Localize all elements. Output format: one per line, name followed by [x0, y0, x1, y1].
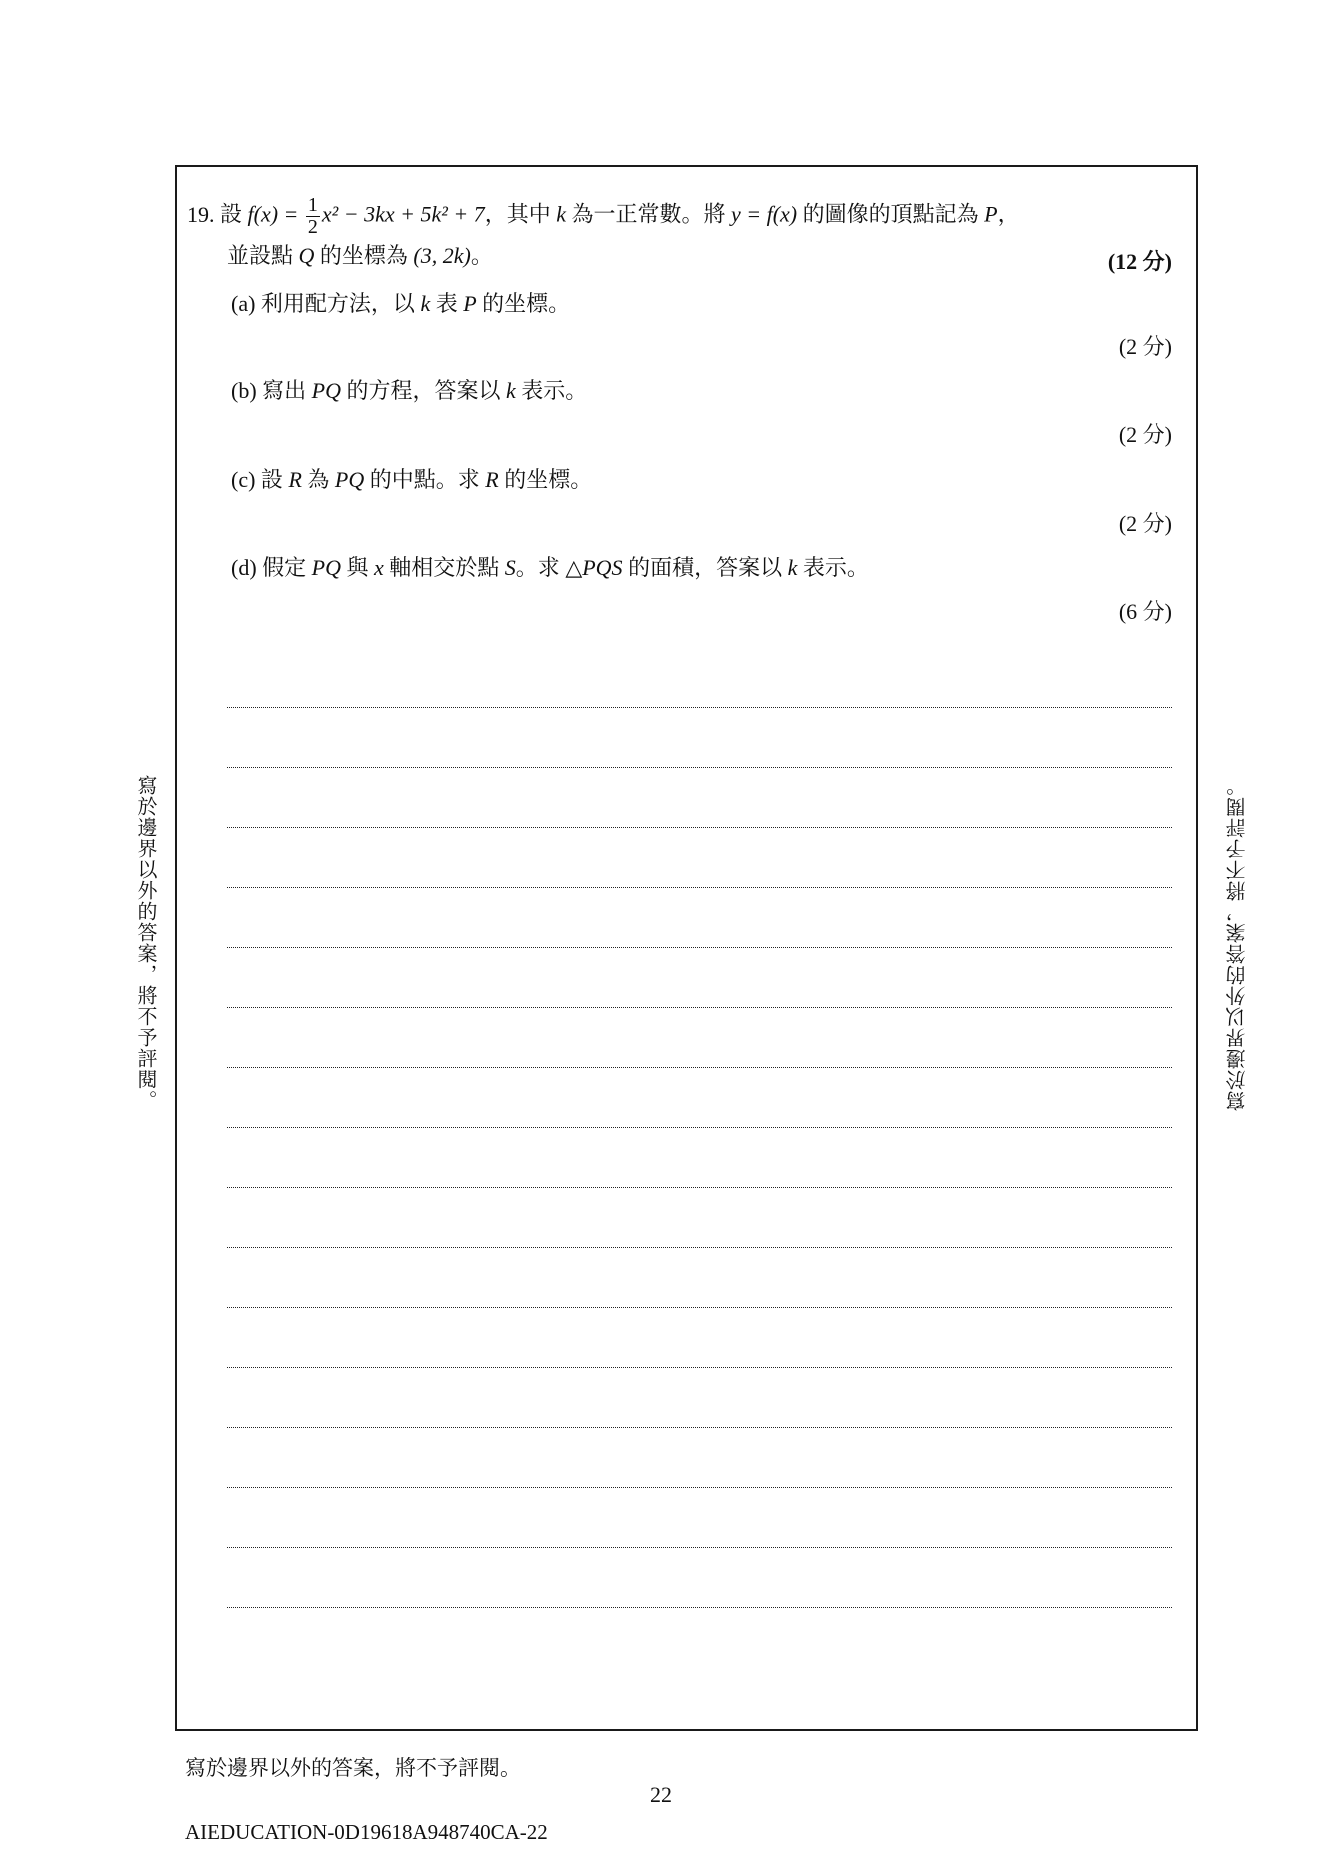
- question-stem-line-1: [187, 195, 1020, 238]
- answer-line[interactable]: [227, 1067, 1172, 1068]
- math-variable: k: [420, 291, 431, 316]
- total-marks: (12 分): [1107, 249, 1172, 274]
- line2-mid: 的坐標為: [319, 243, 408, 268]
- part-text: 與: [346, 555, 369, 580]
- part-d-marks: (6 分): [1118, 599, 1172, 624]
- part-label: (a): [231, 291, 256, 316]
- part-label: (d): [231, 555, 257, 580]
- function-lhs: f(x) =: [247, 201, 299, 227]
- part-d: [231, 551, 869, 582]
- paper-code: AIEDUCATION-0D19618A948740CA-22: [185, 1820, 548, 1844]
- stem-end: ，: [997, 201, 1020, 227]
- stem-prefix: 設: [220, 201, 243, 227]
- math-variable: P: [463, 291, 477, 316]
- answer-box: [175, 165, 1198, 1731]
- constant-variable: k: [556, 201, 566, 227]
- fraction: [306, 195, 320, 238]
- line2-prefix: 並設點: [227, 243, 294, 268]
- question-stem-line-2: [227, 245, 493, 267]
- part-text: 的中點。求: [369, 467, 480, 492]
- answer-line[interactable]: [227, 1127, 1172, 1128]
- math-variable: R: [288, 467, 302, 492]
- math-variable: PQ: [334, 467, 365, 492]
- part-text: 的坐標。: [504, 467, 593, 492]
- part-text: 的方程，答案以: [346, 378, 501, 403]
- part-a-marks: (2 分): [1118, 334, 1172, 359]
- right-margin-note: 寫於邊界以外的答案，將不予評閱。: [1225, 775, 1249, 1111]
- answer-line[interactable]: [227, 767, 1172, 768]
- answer-line[interactable]: [227, 1307, 1172, 1308]
- part-text: 軸相交於點: [389, 555, 500, 580]
- answer-line[interactable]: [227, 1547, 1172, 1548]
- answer-line[interactable]: [227, 827, 1172, 828]
- answer-line[interactable]: [227, 1427, 1172, 1428]
- part-text: 設: [260, 467, 283, 492]
- fraction-numerator: 1: [307, 194, 318, 216]
- graph-equation: y = f(x): [730, 201, 798, 227]
- part-text: 的坐標。: [482, 291, 571, 316]
- part-c-marks: (2 分): [1118, 511, 1172, 536]
- answer-line[interactable]: [227, 1487, 1172, 1488]
- part-a: [231, 287, 570, 318]
- answer-line[interactable]: [227, 947, 1172, 948]
- math-variable: R: [485, 467, 499, 492]
- stem-suffix-a: ，其中: [484, 201, 551, 227]
- answer-line[interactable]: [227, 1007, 1172, 1008]
- part-label: (b): [231, 378, 257, 403]
- part-text: 的面積，答案以: [628, 555, 783, 580]
- part-text: 。求: [515, 555, 560, 580]
- math-variable: △PQS: [565, 555, 623, 580]
- part-text: 為: [307, 467, 330, 492]
- part-text: 表: [435, 291, 458, 316]
- math-variable: PQ: [311, 555, 341, 580]
- q-coordinates: (3, 2k): [413, 243, 471, 268]
- answer-line[interactable]: [227, 1247, 1172, 1248]
- answer-line[interactable]: [227, 1367, 1172, 1368]
- math-variable: k: [506, 378, 516, 403]
- left-margin-note: 寫於邊界以外的答案，將不予評閱。: [134, 775, 158, 1111]
- function-rhs: x² − 3kx + 5k² + 7: [321, 201, 485, 227]
- bottom-margin-note: 寫於邊界以外的答案，將不予評閱。: [185, 1756, 521, 1780]
- math-variable: PQ: [311, 378, 341, 403]
- question-number: 19.: [187, 201, 215, 227]
- answer-line[interactable]: [227, 1607, 1172, 1608]
- answer-line[interactable]: [227, 887, 1172, 888]
- math-variable: k: [787, 555, 798, 580]
- math-variable: S: [504, 555, 516, 580]
- part-text: 寫出: [262, 378, 307, 403]
- math-variable: x: [374, 555, 384, 580]
- fraction-denominator: 2: [307, 216, 318, 238]
- page-number: 22: [650, 1782, 672, 1807]
- part-text: 假定: [262, 555, 307, 580]
- part-text: 表示。: [521, 378, 588, 403]
- part-label: (c): [231, 467, 256, 492]
- stem-suffix-b: 為一正常數。將: [571, 201, 726, 227]
- part-c: [231, 463, 592, 494]
- part-b: [231, 374, 587, 405]
- part-b-marks: (2 分): [1118, 422, 1172, 447]
- point-q-label: Q: [298, 243, 315, 268]
- line2-end: 。: [470, 243, 493, 268]
- answer-line[interactable]: [227, 707, 1172, 708]
- part-text: 利用配方法，以: [260, 291, 415, 316]
- answer-line[interactable]: [227, 1187, 1172, 1188]
- part-text: 表示。: [802, 555, 869, 580]
- vertex-label: P: [984, 201, 998, 227]
- stem-suffix-c: 的圖像的頂點記為: [802, 201, 979, 227]
